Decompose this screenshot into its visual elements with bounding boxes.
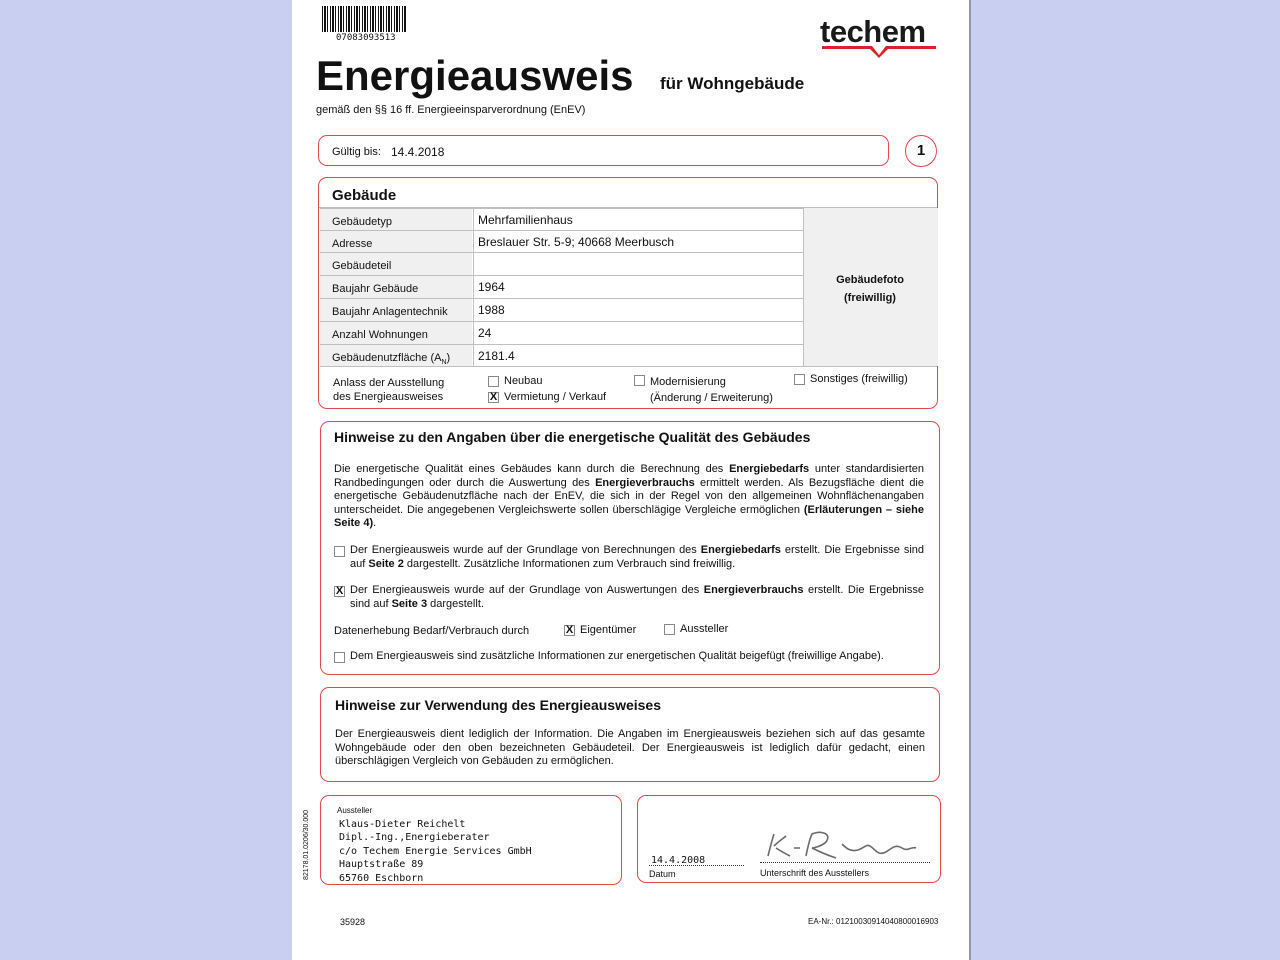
usage-hints-heading: Hinweise zur Verwendung des Energieausweises [335, 697, 662, 713]
row-value: 1964 [478, 280, 505, 294]
row-value: Mehrfamilienhaus [478, 213, 573, 227]
reason-label: Anlass der Ausstellung des Energieausweises [333, 377, 445, 403]
checkbox-sonstiges[interactable] [794, 374, 805, 385]
row-value: 24 [478, 326, 492, 340]
row-system-year [320, 298, 803, 322]
row-building-part [320, 252, 803, 276]
checkbox-owner[interactable]: X [565, 624, 574, 636]
option-vermietung: Vermietung / Verkauf [504, 391, 607, 403]
checkbox-consumption-based[interactable]: X [335, 585, 344, 597]
signature-line [760, 862, 930, 863]
row-label: Gebäudeteil [320, 253, 472, 276]
row-label: Baujahr Anlagentechnik [320, 299, 472, 322]
barcode-number: 07083093513 [336, 33, 396, 43]
page-number: 1 [905, 135, 937, 167]
checkbox-issuer[interactable] [664, 624, 675, 635]
date-line [649, 865, 744, 866]
divider [320, 366, 937, 367]
quality-hints-text: Die energetische Qualität eines Gebäudes kann durch die Berechnung des Energiebedarfs unter standardisierten Randbedingungen oder durch die Auswertung des Energieverbrauchs ermittelt werden. Als Bezugsfläche dient die energetische Gebäudenutzfläche nach der EnEV, die sich in der Regel von den allgemeinen Wohnflächenangaben unterscheidet. Die angegebenen Vergleichswerte sollen überschlägige Vergleiche ermöglichen (Erläuterungen – siehe Seite 4). [334, 463, 924, 530]
option-sonstiges: Sonstiges (freiwillig) [810, 373, 908, 385]
row-value: Breslauer Str. 5-9; 40668 Meerbusch [478, 235, 675, 249]
barcode [322, 6, 406, 32]
row-label: Anzahl Wohnungen [320, 322, 472, 345]
row-label: Baujahr Gebäude [320, 276, 472, 299]
date-label: Datum [649, 869, 676, 879]
legal-basis: gemäß den §§ 16 ff. Energieeinsparverordnung (EnEV) [316, 104, 586, 116]
form-code: 82178.01.0206/30.000 [303, 809, 310, 880]
option-owner: Eigentümer [580, 624, 637, 636]
photo-label: Gebäudefoto (freiwillig) [836, 274, 904, 304]
valid-until-label: Gültig bis: [332, 146, 381, 158]
row-address [320, 230, 803, 253]
checkbox-modernisierung[interactable] [634, 375, 645, 386]
row-building-type [320, 208, 803, 231]
row-label: Gebäudenutzfläche $(A_N)$ [320, 345, 472, 367]
option-consumption-based: Der Energieausweis wurde auf der Grundlage von Auswertungen des Energieverbrauchs erstellt. Die Ergebnisse sind auf Seite 3 dargestellt. [350, 584, 924, 610]
checkbox-demand-based[interactable] [334, 546, 345, 557]
issue-date: 14.4.2008 [651, 855, 706, 866]
checkbox-extra-info[interactable] [334, 652, 345, 663]
option-modernisierung: Modernisierung (Änderung / Erweiterung) [650, 376, 773, 404]
option-neubau: Neubau [504, 375, 543, 387]
document-subtitle: für Wohngebäude [660, 74, 805, 93]
row-label: Adresse [320, 231, 472, 253]
option-extra-info: Dem Energieausweis sind zusätzliche Informationen zur energetischen Qualität beigefügt (freiwillige Angabe). [350, 650, 884, 662]
signature-label: Unterschrift des Ausstellers [760, 868, 870, 878]
checkbox-vermietung[interactable]: X [489, 391, 498, 403]
row-value: 2181.4 [478, 349, 515, 363]
data-collection-label: Datenerhebung Bedarf/Verbrauch durch [334, 625, 530, 637]
ea-number: EA-Nr.: 012100309140408000169​03 [808, 917, 939, 926]
row-value: 1988 [478, 303, 505, 317]
signature-image [760, 826, 930, 866]
building-heading: Gebäude [332, 187, 397, 204]
document-title: Energieausweis [316, 52, 634, 99]
logo-swoosh-icon [822, 44, 936, 58]
row-apartments [320, 321, 803, 345]
row-label: Gebäudetyp [320, 209, 472, 231]
techem-logo: techem [820, 14, 926, 49]
row-usable-area [320, 344, 803, 367]
quality-hints-heading: Hinweise zu den Angaben über die energetische Qualität des Gebäudes [334, 429, 811, 445]
footer-number: 35928 [340, 917, 366, 927]
checkbox-neubau[interactable] [488, 376, 499, 387]
usage-hints-text: Der Energieausweis dient lediglich der Information. Die Angaben im Energieausweis beziehen sich auf das gesamte Wohngebäude oder den oben bezeichneten Gebäudeteil. Der Energieausweis ist lediglich dafür gedacht, einen überschlägigen Vergleich von Gebäuden zu ermöglichen. [335, 728, 925, 768]
issuer-address: Klaus-Dieter Reichelt Dipl.-Ing.,Energieberater c/o Techem Energie Services GmbH Hauptstraße 89 65760 Eschborn [339, 819, 532, 884]
option-issuer: Aussteller [680, 623, 729, 635]
issuer-label: Aussteller [337, 806, 373, 815]
row-construction-year [320, 275, 803, 299]
valid-until-date: 14.4.2018 [391, 145, 445, 159]
option-demand-based: Der Energieausweis wurde auf der Grundlage von Berechnungen des Energiebedarfs erstellt. Die Ergebnisse sind auf Seite 2 dargestellt. Zusätzliche Informationen zum Verbrauch sind freiwillig. [350, 544, 924, 570]
divider [473, 208, 474, 366]
